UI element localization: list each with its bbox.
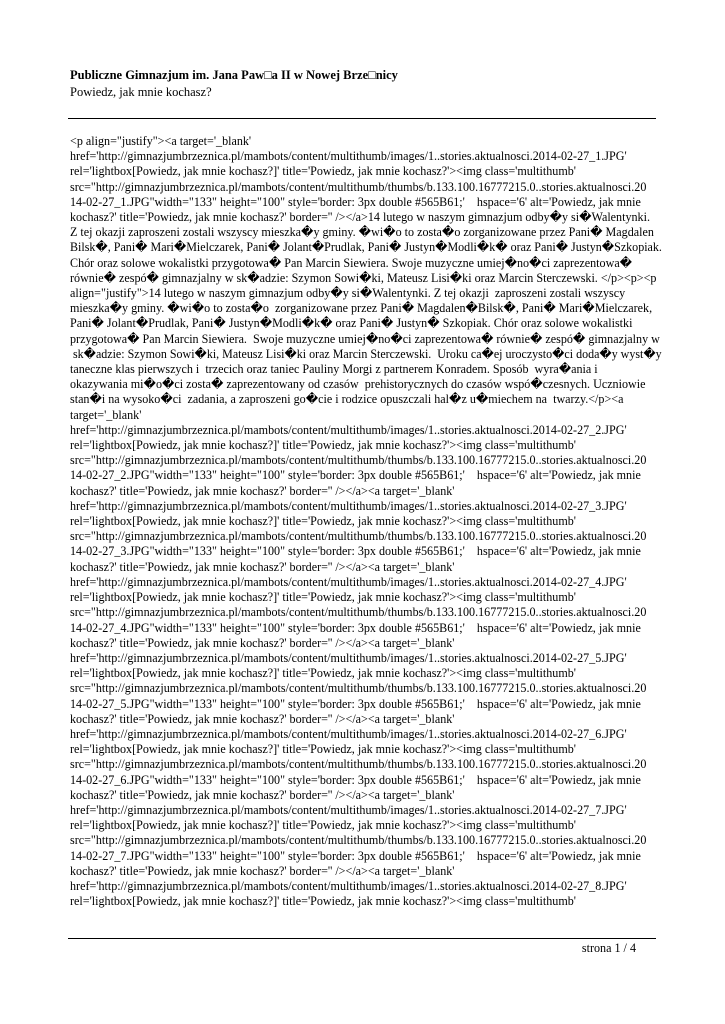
body-line: 14-02-27_7.JPG"width="133" height="100" style='border: 3px double #565B61;' hspace='6' alt='Powiedz, jak mnie: [70, 848, 641, 863]
body-line: rel='lightbox[Powiedz, jak mnie kochasz?]' title='Powiedz, jak mnie kochasz?'><img class='multithumb': [70, 666, 576, 681]
body-line: Bilsk�, Pani� Mari�Mielczarek, Pani� Jolant�Prudlak, Pani� Justyn�Modli�k� oraz Pani� Justyn�Szkopiak.: [70, 240, 662, 255]
body-line: href='http://gimnazjumbrzeznica.pl/mambots/content/multithumb/images/1..stories.aktualnosci.2014-02-27_2.JPG': [70, 422, 627, 437]
body-line: href='http://gimnazjumbrzeznica.pl/mambots/content/multithumb/images/1..stories.aktualnosci.2014-02-27_6.JPG': [70, 726, 627, 741]
body-line: kochasz?' title='Powiedz, jak mnie kochasz?' border='' /></a>14 lutego w naszym gimnazjum odby�y si�Walentynki.: [70, 210, 650, 225]
body-line: src="http://gimnazjumbrzeznica.pl/mambots/content/multithumb/thumbs/b.133.100.16777215.0..stories.aktualnosci.20: [70, 757, 647, 772]
document-title: Publiczne Gimnazjum im. Jana Paw□a II w Nowej Brze□nicy: [70, 68, 398, 82]
body-line: przygotowa� Pan Marcin Siewiera. Swoje muzyczne umiej�no�ci zaprezentowa� równie� zespó� gimnazjalny w: [70, 331, 660, 346]
body-line: href='http://gimnazjumbrzeznica.pl/mambots/content/multithumb/images/1..stories.aktualnosci.2014-02-27_3.JPG': [70, 498, 627, 513]
body-line: href='http://gimnazjumbrzeznica.pl/mambots/content/multithumb/images/1..stories.aktualnosci.2014-02-27_4.JPG': [70, 574, 627, 589]
body-line: rel='lightbox[Powiedz, jak mnie kochasz?]' title='Powiedz, jak mnie kochasz?'><img class='multithumb': [70, 590, 576, 605]
body-line: href='http://gimnazjumbrzeznica.pl/mambots/content/multithumb/images/1..stories.aktualnosci.2014-02-27_1.JPG': [70, 149, 627, 164]
body-line: Chór oraz solowe wokalistki przygotowa� Pan Marcin Siewiera. Swoje muzyczne umiej�no�ci zaprezentowa�: [70, 255, 633, 270]
body-line: href='http://gimnazjumbrzeznica.pl/mambots/content/multithumb/images/1..stories.aktualnosci.2014-02-27_5.JPG': [70, 650, 627, 665]
body-line: rel='lightbox[Powiedz, jak mnie kochasz?]' title='Powiedz, jak mnie kochasz?'><img class='multithumb': [70, 514, 576, 529]
body-line: src="http://gimnazjumbrzeznica.pl/mambots/content/multithumb/thumbs/b.133.100.16777215.0..stories.aktualnosci.20: [70, 681, 647, 696]
body-line: src="http://gimnazjumbrzeznica.pl/mambots/content/multithumb/thumbs/b.133.100.16777215.0..stories.aktualnosci.20: [70, 453, 647, 468]
body-line: sk�adzie: Szymon Sowi�ki, Mateusz Lisi�ki oraz Marcin Sterczewski. Uroku ca�ej uroczysto�ci doda�y wyst�y: [70, 346, 662, 361]
body-line: mieszka�y gminy. �wi�o to zosta�o zorganizowane przez Pani� Magdalen�Bilsk�, Pani� Mari�Mielczarek,: [70, 301, 653, 316]
body-line: 14-02-27_3.JPG"width="133" height="100" style='border: 3px double #565B61;' hspace='6' alt='Powiedz, jak mnie: [70, 544, 641, 559]
body-line: równie� zespó� gimnazjalny w sk�adzie: Szymon Sowi�ki, Mateusz Lisi�ki oraz Marcin Sterczewski. </p><p><p: [70, 270, 657, 285]
body-line: kochasz?' title='Powiedz, jak mnie kochasz?' border='' /></a><a target='_blank': [70, 559, 455, 574]
body-line: 14-02-27_1.JPG"width="133" height="100" style='border: 3px double #565B61;' hspace='6' alt='Powiedz, jak mnie: [70, 194, 641, 209]
body-line: rel='lightbox[Powiedz, jak mnie kochasz?]' title='Powiedz, jak mnie kochasz?'><img class='multithumb': [70, 894, 576, 909]
body-line: <p align="justify"><a target='_blank': [70, 134, 252, 148]
document-body: [70, 134, 662, 909]
body-line: 14-02-27_4.JPG"width="133" height="100" style='border: 3px double #565B61;' hspace='6' alt='Powiedz, jak mnie: [70, 620, 641, 635]
body-line: kochasz?' title='Powiedz, jak mnie kochasz?' border='' /></a><a target='_blank': [70, 711, 455, 726]
body-line: rel='lightbox[Powiedz, jak mnie kochasz?]' title='Powiedz, jak mnie kochasz?'><img class='multithumb': [70, 742, 576, 757]
footer-divider: [68, 938, 656, 939]
body-line: kochasz?' title='Powiedz, jak mnie kochasz?' border='' /></a><a target='_blank': [70, 483, 455, 498]
body-line: target='_blank': [70, 407, 142, 422]
body-line: Z tej okazji zaproszeni zostali wszyscy mieszka�y gminy. �wi�o to zosta�o zorganizowane przez Pani� Magdalen: [70, 225, 654, 240]
header-divider: [68, 118, 656, 119]
body-line: okazywania mi�o�ci zosta� zaprezentowany od czasów prehistorycznych do czasów wspó�czesnych. Uczniowie: [70, 377, 646, 392]
body-line: taneczne klas pierwszych i trzecich oraz taniec Pauliny Morgi z partnerem Konradem. Sposób wyra�ania i: [70, 362, 598, 377]
body-line: kochasz?' title='Powiedz, jak mnie kochasz?' border='' /></a><a target='_blank': [70, 863, 455, 878]
body-line: 14-02-27_2.JPG"width="133" height="100" style='border: 3px double #565B61;' hspace='6' alt='Powiedz, jak mnie: [70, 468, 641, 483]
body-line: align="justify">14 lutego w naszym gimnazjum odby�y si�Walentynki. Z tej okazji zaproszeni zostali wszyscy: [70, 286, 626, 301]
document-subtitle: Powiedz, jak mnie kochasz?: [70, 85, 212, 99]
body-line: Pani� Jolant�Prudlak, Pani� Justyn�Modli�k� oraz Pani� Justyn� Szkopiak. Chór oraz solowe wokalistki: [70, 316, 633, 331]
body-line: kochasz?' title='Powiedz, jak mnie kochasz?' border='' /></a><a target='_blank': [70, 787, 455, 802]
body-line: href='http://gimnazjumbrzeznica.pl/mambots/content/multithumb/images/1..stories.aktualnosci.2014-02-27_8.JPG': [70, 878, 627, 893]
body-line: href='http://gimnazjumbrzeznica.pl/mambots/content/multithumb/images/1..stories.aktualnosci.2014-02-27_7.JPG': [70, 802, 627, 817]
body-line: 14-02-27_6.JPG"width="133" height="100" style='border: 3px double #565B61;' hspace='6' alt='Powiedz, jak mnie: [70, 772, 641, 787]
body-line: rel='lightbox[Powiedz, jak mnie kochasz?]' title='Powiedz, jak mnie kochasz?'><img class='multithumb': [70, 438, 576, 453]
body-line: src="http://gimnazjumbrzeznica.pl/mambots/content/multithumb/thumbs/b.133.100.16777215.0..stories.aktualnosci.20: [70, 179, 647, 194]
body-line: src="http://gimnazjumbrzeznica.pl/mambots/content/multithumb/thumbs/b.133.100.16777215.0..stories.aktualnosci.20: [70, 529, 647, 544]
body-line: 14-02-27_5.JPG"width="133" height="100" style='border: 3px double #565B61;' hspace='6' alt='Powiedz, jak mnie: [70, 696, 641, 711]
body-line: src="http://gimnazjumbrzeznica.pl/mambots/content/multithumb/thumbs/b.133.100.16777215.0..stories.aktualnosci.20: [70, 833, 647, 848]
body-line: rel='lightbox[Powiedz, jak mnie kochasz?]' title='Powiedz, jak mnie kochasz?'><img class='multithumb': [70, 164, 576, 179]
body-line: kochasz?' title='Powiedz, jak mnie kochasz?' border='' /></a><a target='_blank': [70, 635, 455, 650]
page-header: [70, 66, 660, 101]
body-line: rel='lightbox[Powiedz, jak mnie kochasz?]' title='Powiedz, jak mnie kochasz?'><img class='multithumb': [70, 818, 576, 833]
body-line: src="http://gimnazjumbrzeznica.pl/mambots/content/multithumb/thumbs/b.133.100.16777215.0..stories.aktualnosci.20: [70, 605, 647, 620]
body-line: stan�i na wysoko�ci zadania, a zaproszeni go�cie i rodzice opuszczali hal�z u�miechem na twarzy.</p><a: [70, 392, 624, 407]
page-number: strona 1 / 4: [581, 941, 636, 955]
